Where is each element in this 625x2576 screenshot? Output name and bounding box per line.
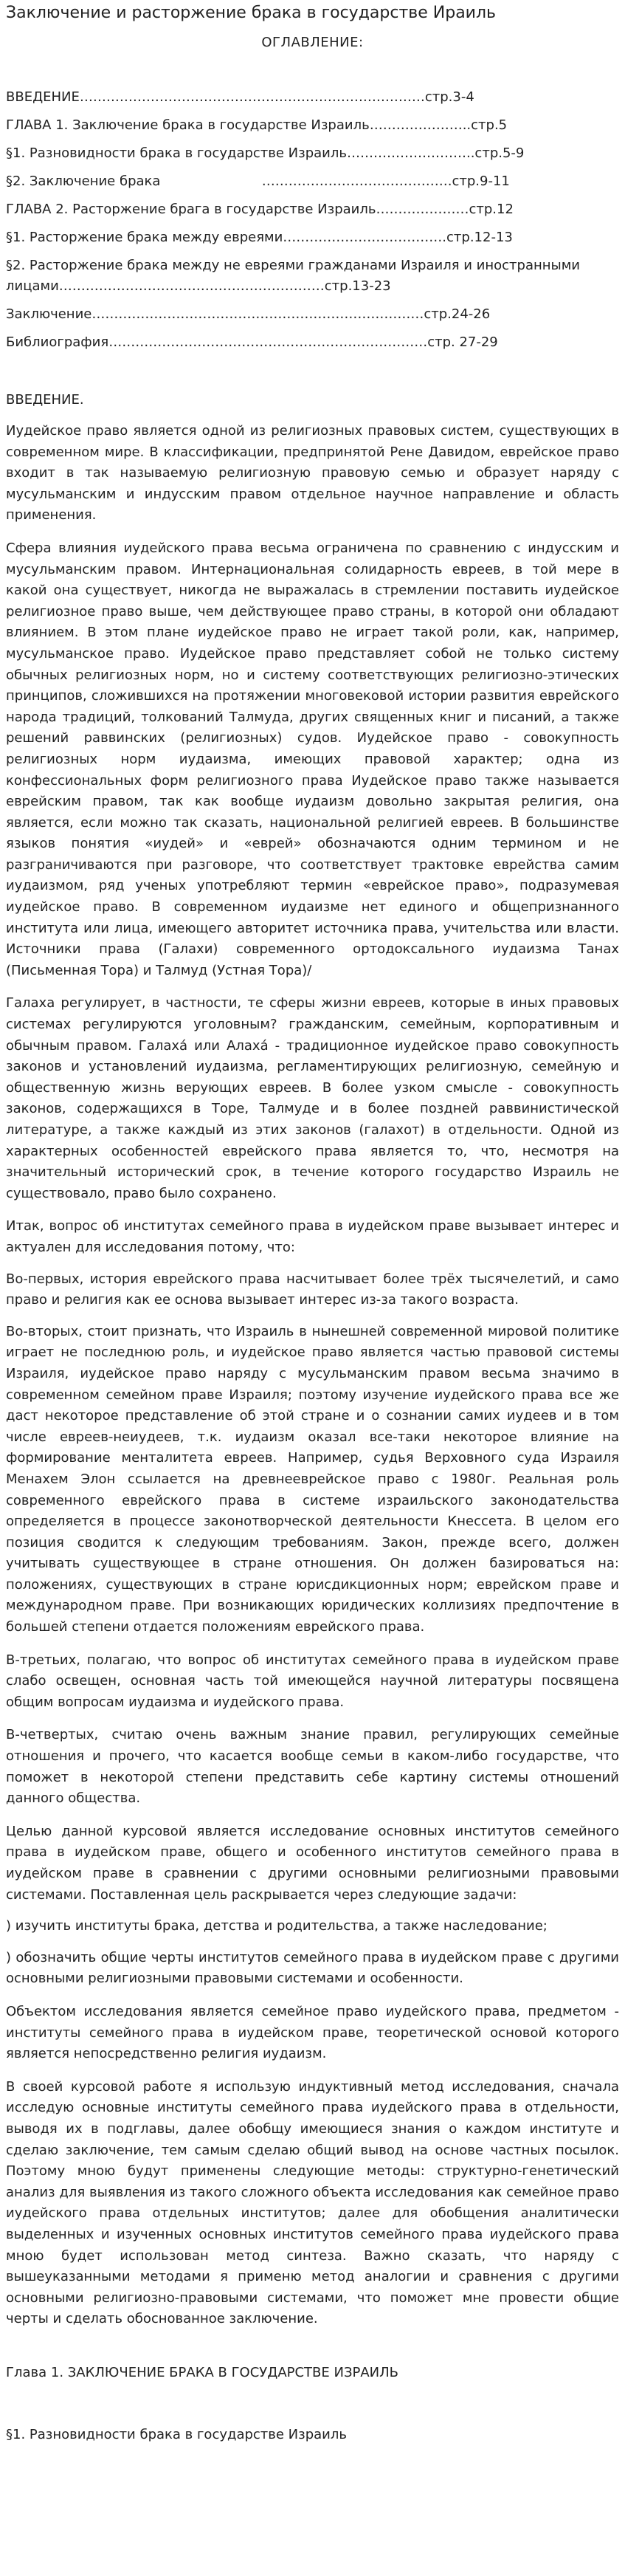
- body-paragraph: Объектом исследования является семейное право иудейского права, предметом - институты семейного права в иудейском праве, теоретической основой которого является непосредственно религия иудаизм.: [6, 2003, 619, 2062]
- toc-link[interactable]: ГЛАВА 1. Заключение брака в государстве Израиль…………………..стр.5: [6, 117, 508, 133]
- toc-link[interactable]: §2. Заключение брака …………………………………….стр.9-11: [6, 174, 510, 189]
- toc-item-chapter-2[interactable]: [6, 199, 619, 220]
- body-paragraph: Во-вторых, стоит признать, что Израиль в нынешней современной мировой политике играет не последнюю роль, и иудейское право является частью правовой системы Израиля, иудейское право наряду с мусульманским правом весьма значимо в современном семейном праве Израиля; поэтому изучение иудейского права все же даст некоторое представление об этой стране и о сознании самих иудеев и в том числе евреев-неиудеев, т.к. иудаизм оказал все-таки некоторое влияние на формирование менталитета евреев. Например, судья Верховного суда Израиля Менахем Элон ссылается на древнееврейское право с 1980г. Реальная роль современного еврейского права в системе израильского законодательства определяется в процессе законотворческой деятельности Кнессета. В целом его позиция сводится к следующим требованиям. Закон, прежде всего, должен учитывать существующее в стране отношения. Он должен базироваться на: положениях, существующих в стране юрисдикционных норм; еврейском праве и международном праве. При возникающих юридических коллизиях предпочтение в большей степени отдается положениям еврейского права.: [6, 1323, 619, 1635]
- toc-item-chapter-2-section-1[interactable]: [6, 227, 619, 248]
- toc-link[interactable]: ВВЕДЕНИЕ……………………………………………………………………стр.3-4: [6, 89, 474, 105]
- body-paragraph: В-четвертых, считаю очень важным знание правил, регулирующих семейные отношения и прочего, что касается вообще семьи в каком-либо государстве, что поможет в некоторой степени представить себе картину системы отношений данного общества.: [6, 1727, 619, 1807]
- table-of-contents: [6, 87, 619, 353]
- chapter-1-section-1-heading: §1. Разновидности брака в государстве Израиль: [6, 2426, 347, 2442]
- toc-link[interactable]: §1. Расторжение брака между евреями……………………………….стр.12-13: [6, 230, 513, 245]
- body-paragraph: В своей курсовой работе я использую индуктивный метод исследования, сначала исследую основные институты семейного права иудейского права в отдельности, выводя их в подглавы, далее обобщу имеющиеся знания о каждом институте и сделаю заключение, тем самым сделаю общий вывод на основе частных посылок. Поэтому мною будут применены следующие методы: структурно-генетический анализ для выявления из такого сложного объекта исследования как семейное право иудейского права отдельных институтов; далее для обобщения аналитически выделенных и изученных основных институтов семейного права иудейского права мною будет использован метод синтеза. Важно сказать, что наряду с вышеуказанными методами я применю метод аналогии и сравнения с другими основными религиозно-правовыми системами, что поможет мне провести общие черты и сделать обоснованное заключение.: [6, 2078, 619, 2327]
- toc-link[interactable]: Библиография………………………………………………………………стр. 27-29: [6, 334, 498, 350]
- toc-item-chapter-1[interactable]: [6, 115, 619, 136]
- toc-link[interactable]: Заключение…………………………………………………………………стр.24-26: [6, 306, 491, 322]
- toc-item-introduction[interactable]: [6, 87, 619, 108]
- body-paragraph: Сфера влияния иудейского права весьма ограничена по сравнению с индусским и мусульманским правом. Интернациональная солидарность евреев, в той мере в какой она существует, никогда не выражалась в стремлении поставить иудейское религиозное право выше, чем действующее право страны, в которой они обладают влиянием. В этом плане иудейское право не играет такой роли, как, например, мусульманское право. Иудейское право представляет собой не только систему обычных религиозных норм, но и систему соответствующих религиозно-этических принципов, сложившихся на протяжении многовековой истории развития еврейского народа традиций, толкований Талмуда, других священных книг и писаний, а также решений раввинских (религиозных) судов. Иудейское право - совокупность религиозных норм иудаизма, имеющих правовой характер; одна из конфессиональных форм религиозного права Иудейское право также называется еврейским правом, так как вообще иудаизм довольно закрытая религия, она является, если можно так сказать, национальной религией евреев. В большинстве языков понятия «иудей» и «еврей» обозначаются одним термином и не разграничиваются при разговоре, что соответствует трактовке еврейства самим иудаизмом, ряд ученых употребляют термин «еврейское право», подразумевая иудейское право. В современном иудаизме нет единого и общепризнанного института или лица, имеющего авторитет источника права, учительства или власти. Источники права (Галахи) современного ортодоксального иудаизма Танах (Письменная Тора) и Талмуд (Устная Тора)/: [6, 540, 619, 978]
- toc-item-chapter-1-section-1[interactable]: [6, 143, 619, 164]
- body-paragraph: Целью данной курсовой является исследование основных институтов семейного права в иудейском праве, общего и особенного институтов семейного права в иудейском праве в сравнении с другими основными религиозными правовыми системами. Поставленная цель раскрывается через следующие задачи:: [6, 1823, 619, 1903]
- body-paragraph: Во-первых, история еврейского права насчитывает более трёх тысячелетий, и само право и религия как ее основа вызывает интерес из-за такого возраста.: [6, 1271, 619, 1308]
- body-paragraph: Иудейское право является одной из религиозных правовых систем, существующих в современном мире. В классификации, предпринятой Рене Давидом, еврейское право входит в так называемую религиозную правовую семью и образует наряду с мусульманским и индусским правом отдельное научное направление и область применения.: [6, 423, 619, 523]
- toc-link[interactable]: ГЛАВА 2. Расторжение брага в государстве Израиль…………………стр.12: [6, 202, 514, 217]
- toc-item-chapter-1-section-2[interactable]: [6, 171, 619, 192]
- toc-item-conclusion[interactable]: [6, 304, 619, 325]
- document-title: Заключение и расторжение брака в государстве Ираиль: [6, 4, 496, 22]
- body-paragraph: ) изучить институты брака, детства и родительства, а также наследование;: [6, 1918, 548, 1934]
- toc-link[interactable]: §1. Разновидности брака в государстве Израиль………………………..стр.5-9: [6, 145, 525, 161]
- toc-link[interactable]: §2. Расторжение брака между не евреями гражданами Израиля и иностранными лицами……………………………………………………стр.13-23: [6, 258, 581, 294]
- body-paragraph: ) обозначить общие черты институтов семейного права в иудейском праве с другими основными религиозными правовыми системами и особенности.: [6, 1949, 619, 1987]
- introduction-heading: ВВЕДЕНИЕ.: [6, 392, 84, 408]
- body-paragraph: Галаха регулирует, в частности, те сферы жизни евреев, которые в иных правовых системах регулируются уголовным? гражданским, семейным, корпоративным и обычным правом. Галаха́ или Алаха́ - традиционное иудейское право совокупность законов и установлений иудаизма, регламентирующих религиозную, семейную и общественную жизнь верующих евреев. В более узком смысле - совокупность законов, содержащихся в Торе, Талмуде и в более поздней раввинистической литературе, а также каждый из этих законов (галахот) в отдельности. Одной из характерных особенностей еврейского права является то, что, несмотря на значительный исторический срок, в течение которого государство Израиль не существовало, право было сохранено.: [6, 995, 619, 1201]
- body-paragraph: Итак, вопрос об институтах семейного права в иудейском праве вызывает интерес и актуален для исследования потому, что:: [6, 1218, 619, 1255]
- toc-item-bibliography[interactable]: [6, 332, 619, 353]
- chapter-1-heading: Глава 1. ЗАКЛЮЧЕНИЕ БРАКА В ГОСУДАРСТВЕ ИЗРАИЛЬ: [6, 2364, 399, 2380]
- body-paragraph: В-третьих, полагаю, что вопрос об институтах семейного права в иудейском праве слабо освещен, основная часть той имеющейся научной литературы посвящена общим вопросам иудаизма и иудейского права.: [6, 1652, 619, 1710]
- toc-heading: ОГЛАВЛЕНИЕ:: [261, 35, 364, 50]
- toc-item-chapter-2-section-2[interactable]: [6, 255, 619, 297]
